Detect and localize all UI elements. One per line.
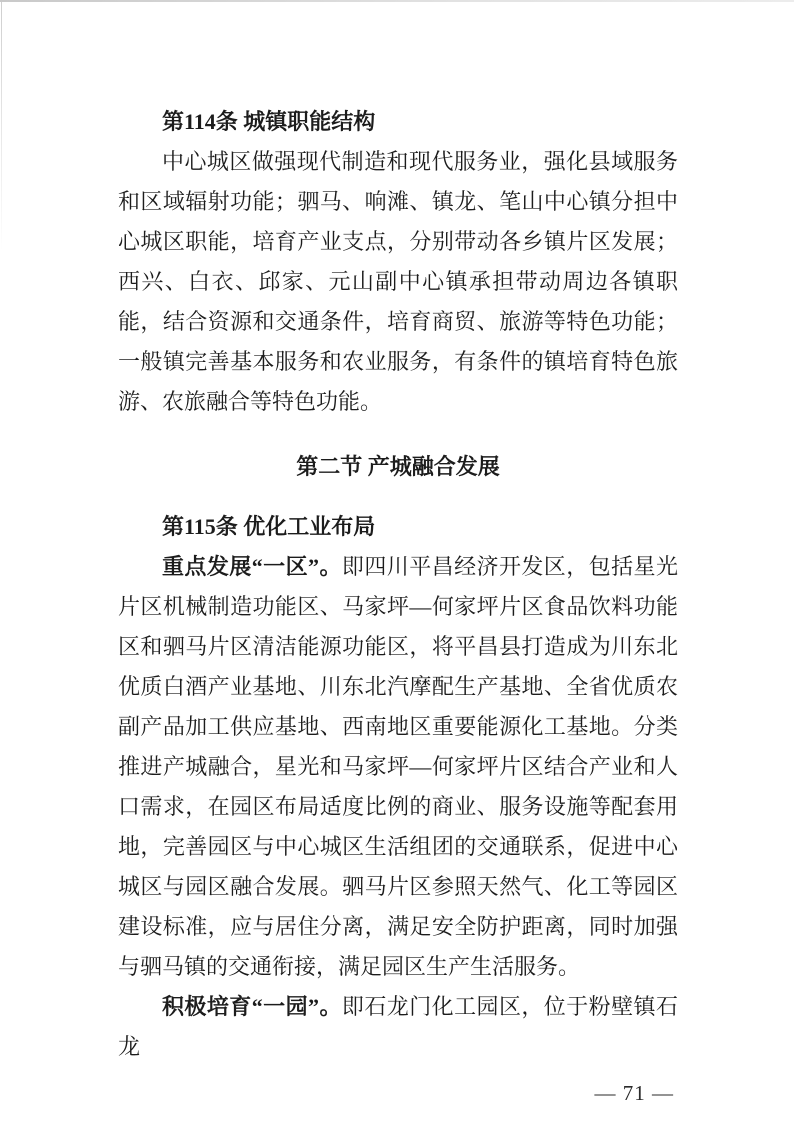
article-115-paragraph-1-text: 即四川平昌经济开发区，包括星光片区机械制造功能区、马家坪—何家坪片区食品饮料功能区和驷马片区清洁能源功能区，将平昌县打造成为川东北优质白酒产业基地、川东北汽摩配生产基地、全省优质农副产品加工供应基地、西南地区重要能源化工基地。分类推进产城融合，星光和马家坪—何家坪片区结合产业和人口需求，在园区布局适度比例的商业、服务设施等配套用地，完善园区与中心城区生活组团的交通联系，促进中心城区与园区融合发展。驷马片区参照天然气、化工等园区建设标准，应与居住分离，满足安全防护距离，同时加强与驷马镇的交通衔接，满足园区生产生活服务。 xyxy=(118,554,678,979)
scan-artifact-left-edge xyxy=(1,2,2,252)
document-body xyxy=(118,0,678,1113)
page-number: — 71 — xyxy=(594,1081,674,1105)
article-115-paragraph-2-text: 即石龙门化工园区，位于粉壁镇石龙 xyxy=(118,994,678,1059)
article-115-paragraph-1-lead: 重点发展“一区”。 xyxy=(162,554,342,579)
section-2-title: 第二节 产城融合发展 xyxy=(296,454,500,479)
article-115-paragraph-1 xyxy=(118,547,678,987)
article-114-paragraph: 中心城区做强现代制造和现代服务业，强化县域服务和区域辐射功能；驷马、响滩、镇龙、笔山中心镇分担中心城区职能，培育产业支点，分别带动各乡镇片区发展；西兴、白衣、邱家、元山副中心镇承担带动周边各镇职能，结合资源和交通条件，培育商贸、旅游等特色功能；一般镇完善基本服务和农业服务，有条件的镇培育特色旅游、农旅融合等特色功能。 xyxy=(118,149,678,414)
article-115-paragraph-2-lead: 积极培育“一园”。 xyxy=(162,994,342,1019)
article-115-heading: 第115条 优化工业布局 xyxy=(162,514,376,539)
article-115-paragraph-2 xyxy=(118,987,678,1067)
article-114-heading: 第114条 城镇职能结构 xyxy=(162,109,376,134)
